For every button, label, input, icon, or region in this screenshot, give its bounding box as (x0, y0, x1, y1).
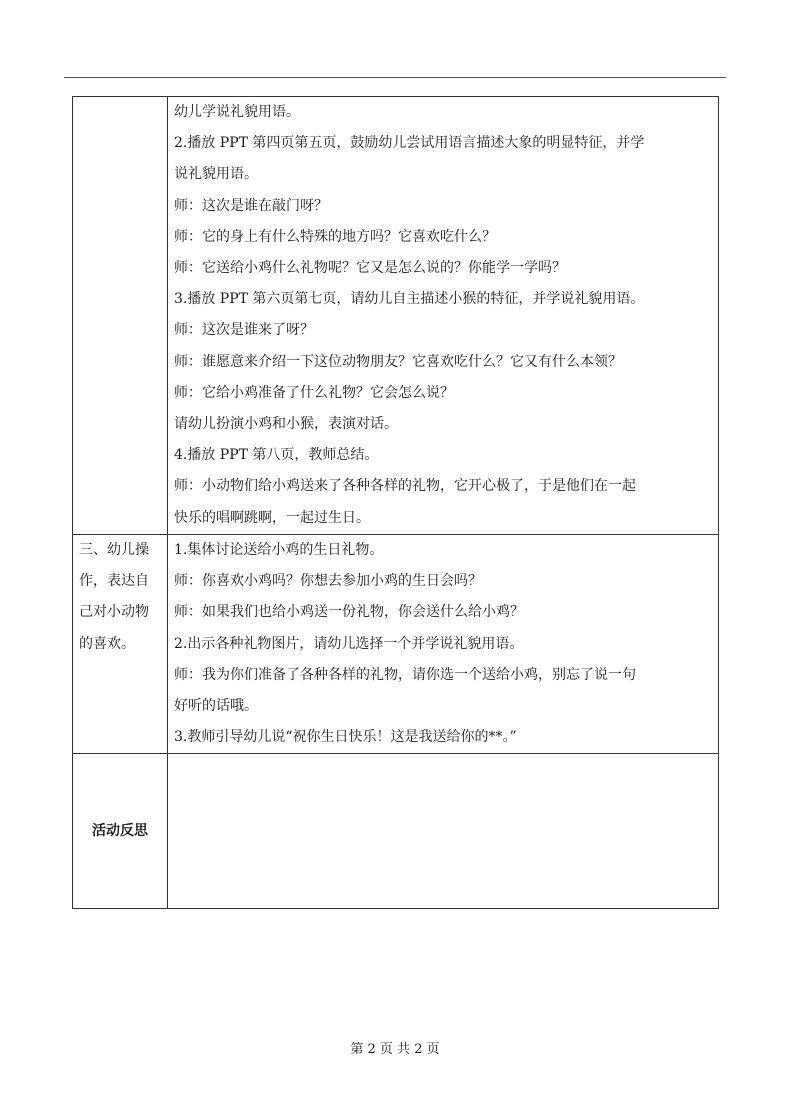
text-line: 1.集体讨论送给小鸡的生日礼物。 (174, 542, 384, 558)
row1-content-cell (168, 97, 719, 535)
text-line: 三、幼儿操 (79, 542, 149, 558)
text-line: 师：谁愿意来介绍一下这位动物朋友？它喜欢吃什么？它又有什么本领？ (174, 353, 622, 370)
table-row (73, 97, 719, 535)
table-row (73, 535, 719, 754)
text-line: 师：它的身上有什么特殊的地方吗？它喜欢吃什么？ (174, 228, 496, 245)
text-line: 师：这次是谁在敲门呀？ (174, 197, 328, 214)
lesson-plan-table (72, 96, 719, 909)
row1-label-cell (73, 97, 168, 535)
text-line: 3.播放 PPT 第六页第七页，请幼儿自主描述小猴的特征，并学说礼貌用语。 (174, 291, 645, 308)
row2-label (73, 535, 167, 660)
text-line: 2.播放 PPT 第四页第五页，鼓励幼儿尝试用语言描述大象的明显特征，并学 (174, 135, 645, 152)
text-line: 幼儿学说礼貌用语。 (174, 104, 300, 120)
row2-label-cell (73, 535, 168, 754)
text-line: 请幼儿扮演小鸡和小猴，表演对话。 (174, 416, 398, 433)
text-line: 师：如果我们也给小鸡送一份礼物，你会送什么给小鸡？ (174, 604, 524, 621)
text-line: 师：它给小鸡准备了什么礼物？它会怎么说？ (174, 384, 454, 401)
reflection-label: 活动反思 (73, 754, 168, 909)
text-line: 3.教师引导幼儿说“祝你生日快乐！这是我送给你的**。” (174, 729, 517, 746)
header-rule (64, 77, 726, 78)
text-line: 4.播放 PPT 第八页，教师总结。 (174, 447, 379, 464)
row2-content-cell (168, 535, 719, 754)
text-line: 师：这次是谁来了呀？ (174, 322, 314, 339)
text-line: 师：它送给小鸡什么礼物呢？它又是怎么说的？你能学一学吗？ (174, 260, 566, 277)
page-footer: 第 2 页 共 2 页 (350, 1042, 440, 1057)
row2-content (168, 535, 718, 753)
text-line: 说礼貌用语。 (174, 166, 258, 183)
text-line: 师：你喜欢小鸡吗？你想去参加小鸡的生日会吗？ (174, 573, 482, 590)
text-line: 的喜欢。 (79, 635, 135, 652)
reflection-content-cell (168, 754, 719, 909)
text-line: 快乐的唱啊跳啊，一起过生日。 (174, 509, 370, 526)
text-line: 师：小动物们给小鸡送来了各种各样的礼物，它开心极了，于是他们在一起 (174, 478, 636, 495)
text-line: 师：我为你们准备了各种各样的礼物，请你选一个送给小鸡，别忘了说一句 (174, 666, 636, 683)
table-row (73, 754, 719, 909)
text-line: 好听的话哦。 (174, 698, 258, 715)
row1-content (168, 97, 718, 534)
text-line: 作，表达自 (79, 573, 149, 590)
text-line: 己对小动物 (79, 604, 149, 621)
text-line: 2.出示各种礼物图片，请幼儿选择一个并学说礼貌用语。 (174, 635, 524, 652)
